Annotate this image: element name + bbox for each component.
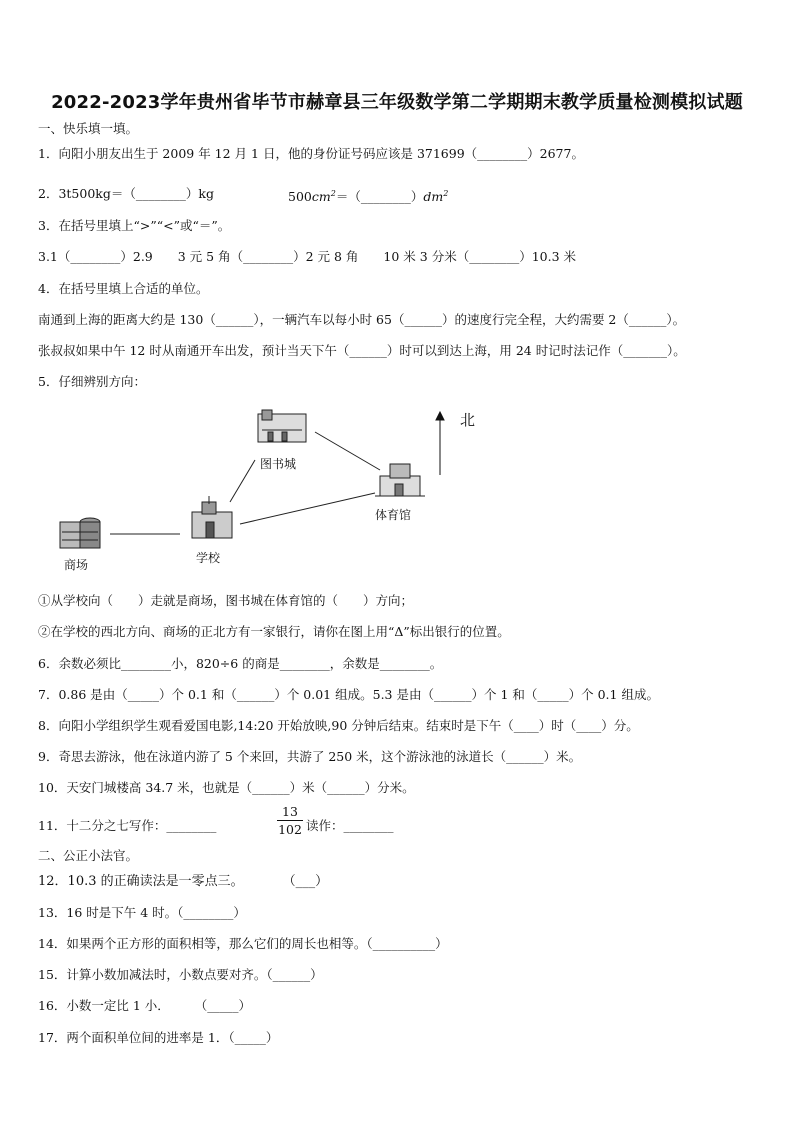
question-8: 8．向阳小学组织学生观看爱国电影,14:20 开始放映,90 分钟后结束。结束时是下午（____）时（____）分。 — [38, 718, 639, 733]
north-label: 北 — [460, 411, 476, 429]
question-5-2: ②在学校的西北方向、商场的正北方有一家银行，请你在图上用“Δ”标出银行的位置。 — [38, 624, 510, 639]
question-4: 4．在括号里填上合适的单位。 — [38, 281, 209, 296]
fraction-numerator: 13 — [282, 804, 298, 819]
road-school-stadium — [240, 493, 375, 524]
question-17: 17．两个面积单位间的进率是 1．（_____） — [38, 1030, 279, 1045]
question-1: 1．向阳小朋友出生于 2009 年 12 月 1 日，他的身份证号码应该是 371699（________）2677。 — [38, 146, 584, 161]
road-school-library — [230, 460, 255, 502]
question-5: 5．仔细辨别方向： — [38, 374, 146, 389]
school-building-icon — [192, 496, 232, 538]
stadium-label: 体育馆 — [375, 508, 412, 522]
question-4-line2: 张叔叔如果中午 12 时从南通开车出发，预计当天下午（______）时可以到达上海，用 24 时记时法记作（_______）。 — [38, 343, 686, 358]
fraction-bar — [277, 820, 303, 821]
library-building-icon — [258, 410, 306, 442]
road-library-stadium — [315, 432, 380, 470]
question-11a: 11．十二分之七写作：________ — [38, 818, 217, 833]
mall-label: 商场 — [64, 558, 89, 572]
question-15: 15．计算小数加减法时，小数点要对齐。（______） — [38, 967, 323, 982]
superscript: 2 — [443, 189, 449, 198]
page-title: 2022-2023学年贵州省毕节市赫章县三年级数学第二学期期末教学质量检测模拟试题 — [51, 92, 743, 113]
unit-cm: cm — [311, 189, 331, 205]
school-label: 学校 — [196, 551, 221, 565]
stadium-building-icon — [375, 464, 425, 496]
question-16: 16．小数一定比 1 小． （_____） — [38, 998, 252, 1013]
north-arrow-icon — [436, 412, 444, 475]
question-7: 7．0.86 是由（_____）个 0.1 和（______）个 0.01 组成。5.3 是由（______）个 1 和（_____）个 0.1 组成。 — [38, 687, 659, 702]
question-13: 13．16 时是下午 4 时。（________） — [38, 905, 246, 920]
question-2a: 2．3t500kg＝（________）kg — [38, 186, 214, 201]
question-3-items: 3.1（________）2.9 3 元 5 角（________）2 元 8 角 10 米 3 分米（________）10.3 米 — [38, 249, 576, 264]
fraction-denominator: 102 — [278, 822, 302, 837]
question-3: 3．在括号里填上“>”“<”或“＝”。 — [38, 218, 231, 233]
direction-map — [40, 400, 500, 580]
section-heading: 二、公正小法官。 — [38, 848, 139, 863]
question-2b — [288, 186, 448, 205]
q2b-pre: 500 — [288, 189, 312, 205]
q2b-mid: ＝（________） — [335, 189, 424, 205]
question-10: 10．天安门城楼高 34.7 米，也就是（______）米（______）分米。 — [38, 780, 415, 795]
question-5-1: ①从学校向（ ）走就是商场，图书城在体育馆的（ ）方向； — [38, 593, 414, 608]
mall-building-icon — [60, 518, 100, 548]
question-12: 12．10.3 的正确读法是一零点三。 （___） — [38, 874, 329, 889]
question-6: 6．余数必须比________小，820÷6 的商是________，余数是________。 — [38, 656, 443, 671]
question-11b: 读作：________ — [306, 818, 394, 833]
question-9: 9．奇思去游泳，他在泳道内游了 5 个来回，共游了 250 米，这个游泳池的泳道长（______）米。 — [38, 749, 582, 764]
section-heading: 一、快乐填一填。 — [38, 121, 139, 136]
unit-dm: dm — [423, 189, 444, 205]
superscript: 2 — [330, 189, 336, 198]
library-label: 图书城 — [260, 457, 297, 471]
question-14: 14．如果两个正方形的面积相等，那么它们的周长也相等。（__________） — [38, 936, 448, 951]
fraction — [277, 804, 303, 837]
question-4-line1: 南通到上海的距离大约是 130（______），一辆汽车以每小时 65（______）的速度行完全程，大约需要 2（______）。 — [38, 312, 686, 327]
